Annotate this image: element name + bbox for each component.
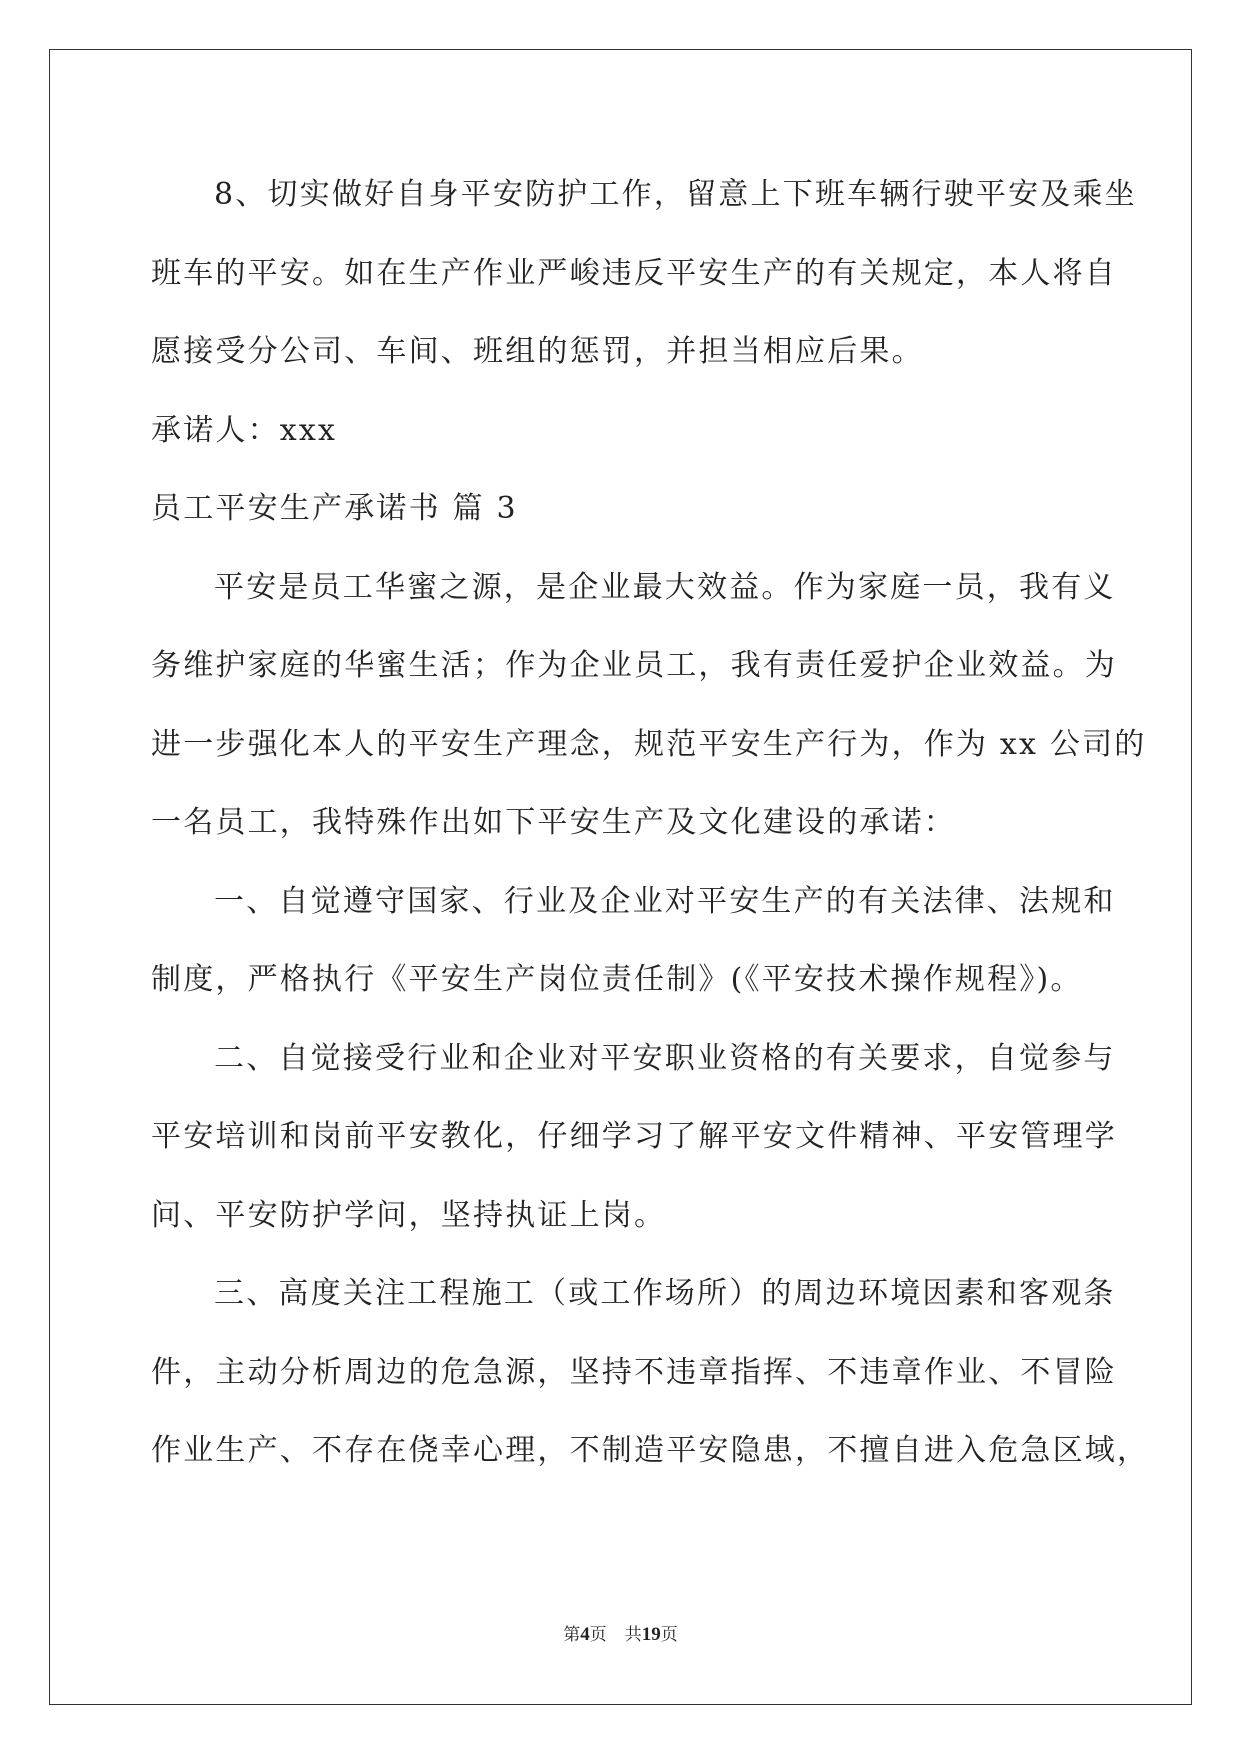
total-pages: 19 [641, 1624, 661, 1645]
section-heading: 员工平安生产承诺书 篇 3 [151, 491, 518, 526]
document-body [151, 156, 1150, 1491]
total-suffix: 页 [660, 1625, 678, 1645]
total-prefix: 共 [624, 1625, 642, 1645]
paragraph-line: 作业生产、不存在侥幸心理，不制造平安隐患，不擅自进入危急区域， [151, 1433, 1150, 1468]
page-suffix: 页 [589, 1625, 607, 1645]
paragraph-line: 平安培训和岗前平安教化，仔细学习了解平安文件精神、平安管理学 [151, 1119, 1117, 1154]
signatory-line: 承诺人：xxx [151, 412, 338, 448]
paragraph-line: 平安是员工华蜜之源，是企业最大效益。作为家庭一员，我有义 [214, 569, 1116, 605]
paragraph-line: 8、切实做好自身平安防护工作，留意上下班车辆行驶平安及乘坐 [214, 177, 1137, 212]
paragraph-line: 二、自觉接受行业和企业对平安职业资格的有关要求，自觉参与 [214, 1040, 1116, 1076]
paragraph-line: 问、平安防护学问，坚持执证上岗。 [151, 1197, 667, 1233]
paragraph-line: 制度，严格执行《平安生产岗位责任制》(《平安技术操作规程》)。 [151, 962, 1083, 997]
paragraph-line: 愿接受分公司、车间、班组的惩罚，并担当相应后果。 [151, 334, 924, 369]
paragraph-line: 班车的平安。如在生产作业严峻违反平安生产的有关规定，本人将自 [151, 255, 1117, 291]
page-footer [0, 1620, 1241, 1646]
page-prefix: 第 [563, 1625, 581, 1645]
paragraph-line: 件，主动分析周边的危急源，坚持不违章指挥、不违章作业、不冒险 [151, 1354, 1117, 1390]
paragraph-line: 进一步强化本人的平安生产理念，规范平安生产行为，作为 xx 公司的 [151, 726, 1147, 762]
paragraph-line: 一、自觉遵守国家、行业及企业对平安生产的有关法律、法规和 [214, 883, 1116, 919]
paragraph-line: 务维护家庭的华蜜生活；作为企业员工，我有责任爱护企业效益。为 [151, 648, 1117, 683]
page-number: 4 [580, 1624, 590, 1645]
paragraph-line: 三、高度关注工程施工（或工作场所）的周边环境因素和客观条 [214, 1276, 1116, 1311]
paragraph-line: 一名员工，我特殊作出如下平安生产及文化建设的承诺： [151, 805, 956, 840]
